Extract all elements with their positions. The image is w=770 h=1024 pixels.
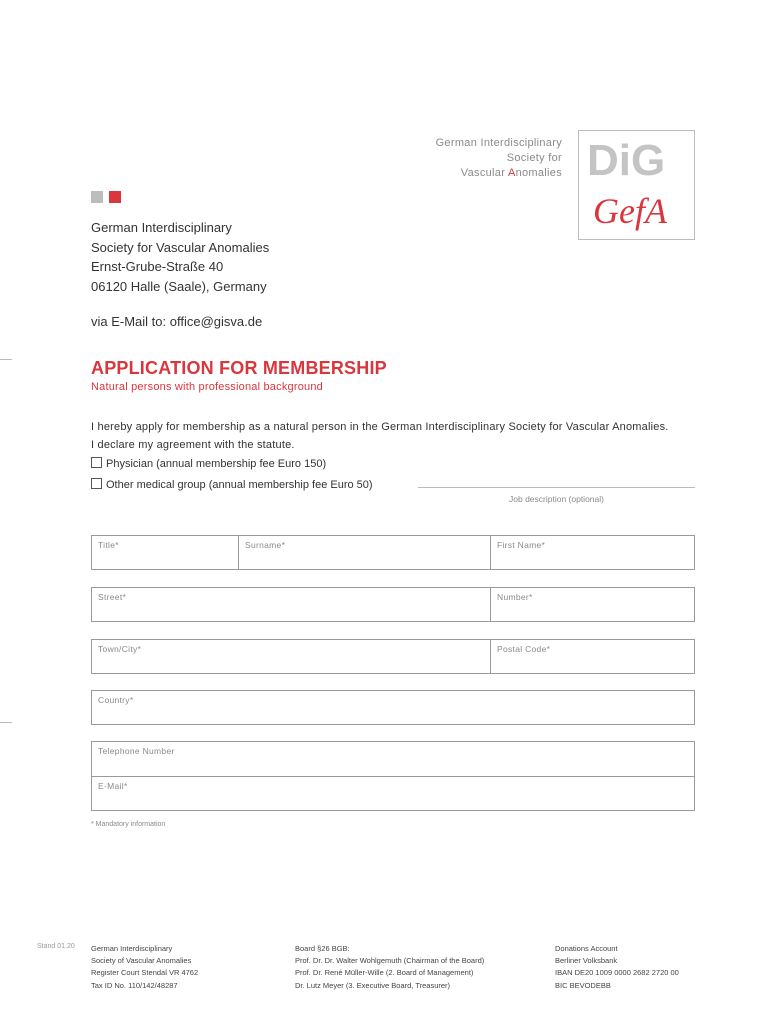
job-description-label: Job description (optional) xyxy=(509,494,604,504)
surname-field-label: Surname* xyxy=(245,540,286,550)
header-org-line-3: Vascular Anomalies xyxy=(460,167,562,179)
logo-graphic xyxy=(579,131,694,239)
option-other[interactable] xyxy=(91,478,373,491)
town-field[interactable] xyxy=(92,640,491,673)
brand-squares xyxy=(91,190,127,208)
intro-line-1: I hereby apply for membership as a natural person in the German Interdisciplinary Society for Vascular Anomalies. xyxy=(91,421,669,433)
brand-square-grey xyxy=(91,191,103,203)
footer-bank-line-2: Berliner Volksbank xyxy=(555,956,618,966)
address-line-4: 06120 Halle (Saale), Germany xyxy=(91,278,267,294)
intro-text xyxy=(91,418,669,454)
footer-col-board xyxy=(295,943,484,992)
contact-block xyxy=(91,741,695,811)
name-row xyxy=(91,535,695,570)
logo-letters: DiG xyxy=(587,136,666,185)
number-field-label: Number* xyxy=(497,592,533,602)
town-field-label: Town/City* xyxy=(98,644,142,654)
header-org-line-1: German Interdisciplinary xyxy=(435,137,562,149)
footer-org-line-1: German Interdisciplinary xyxy=(91,944,173,953)
physician-checkbox[interactable] xyxy=(91,457,102,468)
address-line-3: Ernst-Grube-Straße 40 xyxy=(91,259,224,274)
address-line-1: German Interdisciplinary xyxy=(91,220,232,235)
other-label: Other medical group (annual membership fee Euro 50) xyxy=(106,479,373,491)
recipient-address xyxy=(91,218,269,296)
country-field-label: Country* xyxy=(98,695,134,705)
telephone-field-label: Telephone Number xyxy=(98,746,175,756)
first-name-field-label: First Name* xyxy=(497,540,546,550)
physician-label: Physician (annual membership fee Euro 150) xyxy=(106,458,327,470)
postal-code-field-label: Postal Code* xyxy=(497,644,551,654)
email-field[interactable] xyxy=(92,777,694,810)
footer-col-bank xyxy=(555,943,679,992)
first-name-field[interactable] xyxy=(491,536,694,569)
fold-mark-top xyxy=(0,359,12,360)
postal-code-field[interactable] xyxy=(491,640,694,673)
address-line-2: Society for Vascular Anomalies xyxy=(91,239,270,255)
header-org-line-2: Society for xyxy=(506,152,562,164)
footer-bank-line-1: Donations Account xyxy=(555,944,618,953)
street-field[interactable] xyxy=(92,588,491,621)
footer-org-line-3: Register Court Stendal VR 4762 xyxy=(91,968,199,978)
footer-col-org xyxy=(91,943,198,992)
footer-org-line-2: Society of Vascular Anomalies xyxy=(91,956,192,966)
street-field-label: Street* xyxy=(98,592,127,602)
mandatory-note: * Mandatory information xyxy=(91,821,166,828)
job-description-input[interactable] xyxy=(418,487,695,488)
surname-field[interactable] xyxy=(239,536,491,569)
footer-bank-line-4: BIC BEVODEBB xyxy=(555,980,611,990)
fold-mark-bottom xyxy=(0,722,12,723)
brand-square-red xyxy=(109,191,121,203)
telephone-field[interactable] xyxy=(92,742,694,777)
page-title: APPLICATION FOR MEMBERSHIP xyxy=(91,358,387,378)
footer-board-line-2: Prof. Dr. Dr. Walter Wohlgemuth (Chairman of the Board) xyxy=(295,956,485,966)
number-field[interactable] xyxy=(491,588,694,621)
footer-bank-line-3: IBAN DE20 1009 0000 2682 2720 00 xyxy=(555,968,679,978)
option-physician[interactable] xyxy=(91,457,326,470)
intro-line-2: I declare my agreement with the statute. xyxy=(91,439,295,451)
other-checkbox[interactable] xyxy=(91,478,102,489)
email-field-label: E-Mail* xyxy=(98,781,128,791)
street-row xyxy=(91,587,695,622)
footer-board-line-3: Prof. Dr. René Müller-Wille (2. Board of Management) xyxy=(295,968,474,978)
revision-stamp: Stand 01.20 xyxy=(37,943,75,950)
logo-script: GefA xyxy=(593,191,667,231)
title-field[interactable] xyxy=(92,536,239,569)
header-accent-letter: A xyxy=(507,167,516,179)
footer-board-line-4: Dr. Lutz Meyer (3. Executive Board, Treasurer) xyxy=(295,980,451,990)
country-field[interactable] xyxy=(91,690,695,725)
footer-board-line-1: Board §26 BGB: xyxy=(295,944,350,953)
page-subtitle: Natural persons with professional background xyxy=(91,381,323,393)
title-field-label: Title* xyxy=(98,540,119,550)
logo xyxy=(578,130,695,240)
header-org-name xyxy=(436,136,562,181)
footer-org-line-4: Tax ID No. 110/142/48287 xyxy=(91,980,178,990)
town-row xyxy=(91,639,695,674)
email-instruction: via E-Mail to: office@gisva.de xyxy=(91,314,263,329)
